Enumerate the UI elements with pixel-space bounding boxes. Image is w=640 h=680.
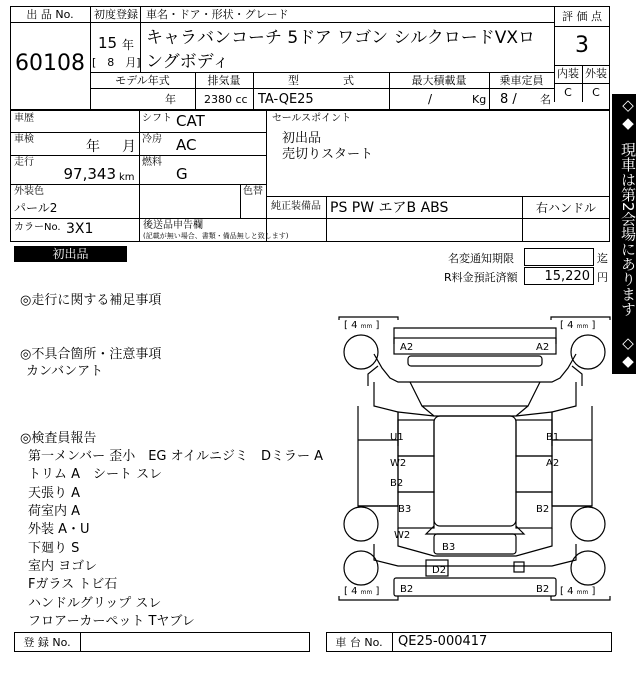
color-change-label: 色替 [243,186,263,197]
exterior-color-label: 外装色 [14,186,44,197]
model-year-label: モデル年式 [115,74,170,87]
inspector-line-6: 下廻り S [28,541,80,556]
score-value: 3 [575,33,589,58]
inspection-month: 月 [122,139,136,155]
tire-depth-rear-right: [ 4 mm ] [560,586,596,597]
damage-mark-b2-rear-left: B2 [400,584,414,595]
interior-grade: C [564,86,572,99]
damage-mark-b1-right: B1 [546,432,560,443]
recycle-fee-amount: 15,220 [544,269,590,284]
aftermarket-label: 後送品申告欄 [143,220,203,231]
inspector-line-4: 荷室内 A [28,504,81,519]
inspection-year: 年 [86,139,100,155]
damage-mark-w2-left: W2 [390,458,407,469]
exterior-grade: C [592,86,600,99]
recycle-fee-unit: 円 [597,271,608,284]
damage-mark-front-left: A2 [400,342,414,353]
defects-header: ◎不具合箇所・注意事項 [20,347,162,362]
max-load-unit: Kg [472,93,487,106]
displacement-label: 排気量 [207,74,241,87]
damage-mark-b3-center: B3 [442,542,456,553]
sales-point-line-1: 初出品 [282,131,322,146]
fuel-label: 燃料 [142,157,162,168]
capacity-label: 乗車定員 [499,74,544,87]
mileage-value: 97,343 [63,165,116,183]
registration-year: 15 [98,34,118,52]
aftermarket-note: (記載が無い場合、書類・備品無しと致します) [143,232,289,240]
ac-label: 冷房 [142,134,162,145]
fuel-value: G [176,165,188,183]
inspector-line-1: 第一メンバー 歪小 EG オイルニジミ Dミラー A [28,449,324,464]
damage-mark-u1: U1 [390,432,404,443]
chassis-number-label: 車 台 No. [335,636,383,649]
tire-depth-front-left: [ 4 mm ] [344,320,380,331]
inspector-line-8: Fガラス トビ石 [28,577,118,592]
damage-mark-front-right: A2 [536,342,550,353]
sales-point-label: セールスポイント [272,113,352,124]
mileage-label: 走行 [14,157,34,168]
lot-number: 60108 [15,51,85,76]
damage-mark-b2-rear-right: B2 [536,584,550,595]
defects-text: カンバンアト [26,364,104,379]
equipment-value: PS PW エアB ABS [330,200,449,216]
inspector-line-7: 室内 ヨゴレ [28,559,98,574]
displacement-value: 2380 cc [204,93,248,106]
inspector-line-5: 外装 A・U [28,522,90,537]
name-change-deadline-box [524,248,594,266]
damage-mark-d2: D2 [432,565,447,576]
car-name-label: 車名・ドア・形状・グレード [146,8,289,21]
damage-mark-w2-lower: W2 [394,530,411,541]
damage-mark-b2-right: B2 [536,504,550,515]
damage-mark-b3-left: B3 [398,504,412,515]
max-load-label: 最大積載量 [411,74,467,87]
steering-position: 右ハンドル [536,201,597,215]
registration-number-label: 登 録 No. [23,636,71,649]
capacity-value: 8 / [500,92,517,107]
tire-depth-front-right: [ 4 mm ] [560,320,596,331]
sidebar-marker-top: ◇◆ [619,96,637,132]
inspector-line-3: 天張り A [28,486,81,501]
venue-notice-sidebar [612,94,636,374]
damage-mark-a2-right: A2 [546,458,560,469]
max-load-value: / [428,92,433,106]
shift-label: シフト [142,113,172,124]
shift-value: CAT [176,112,205,130]
color-number: 3X1 [66,221,94,237]
car-name: キャラバンコーチ 5ドア ワゴン シルクロードVXロングボディ [146,28,536,72]
driving-notes-header: ◎走行に関する補足事項 [20,293,162,308]
model-year-unit: 年 [165,93,176,106]
mileage-unit: km [119,172,135,183]
inspection-label: 車検 [14,134,34,145]
sidebar-marker-bottom: ◇◆ [619,334,637,370]
chassis-number: QE25-000417 [398,634,488,649]
registration-year-unit: 年 [122,38,135,52]
damage-mark-b2-left: B2 [390,478,404,489]
first-listing-banner: 初出品 [14,246,127,262]
first-registration-label: 初度登録 [94,8,138,21]
interior-grade-label: 内装 [557,67,579,80]
model-code-label: 型 式 [288,74,354,87]
model-code: TA-QE25 [258,92,314,107]
inspector-line-2: トリム A シート スレ [28,467,163,482]
car-damage-diagram [338,316,612,624]
capacity-unit: 名 [540,93,551,106]
exterior-grade-label: 外装 [585,67,607,80]
sales-point-line-2: 売切りスタート [282,147,374,162]
ac-value: AC [176,136,197,154]
history-label: 車歴 [14,113,34,124]
name-change-deadline-label: 名変通知期限 [448,252,514,265]
lot-number-label: 出 品 No. [26,8,74,21]
registration-month: [ 8 月] [92,56,141,69]
score-label: 評 価 点 [562,10,602,23]
inspector-report-header: ◎検査員報告 [20,431,97,446]
equipment-label: 純正装備品 [271,201,321,212]
inspector-line-10: フロアーカーペット Tヤブレ [28,614,195,629]
recycle-fee-label: R料金預託済額 [444,271,518,284]
tire-depth-rear-left: [ 4 mm ] [344,586,380,597]
exterior-color-value: パール2 [14,201,58,215]
inspector-line-9: ハンドルグリップ スレ [28,596,162,611]
color-number-label: カラーNo. [14,222,61,233]
name-change-deadline-unit: 迄 [597,252,608,265]
sidebar-notice-text: 現車は第2会場にあります [619,141,637,317]
